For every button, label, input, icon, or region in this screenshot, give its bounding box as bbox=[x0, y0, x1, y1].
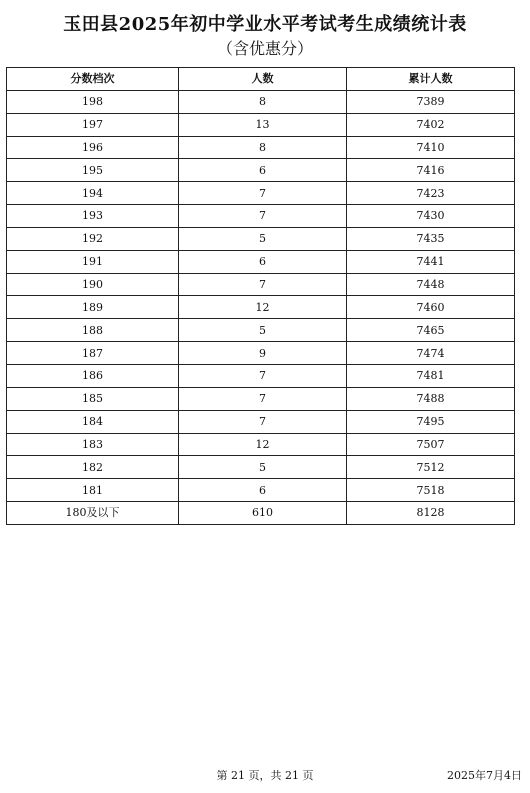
cell-cumulative-count: 7435 bbox=[347, 227, 515, 250]
cell-score-level: 186 bbox=[7, 364, 179, 387]
cell-count: 5 bbox=[179, 456, 347, 479]
cell-score-level: 180及以下 bbox=[7, 502, 179, 525]
cell-cumulative-count: 7460 bbox=[347, 296, 515, 319]
cell-count: 13 bbox=[179, 113, 347, 136]
cell-count: 7 bbox=[179, 387, 347, 410]
cell-count: 7 bbox=[179, 273, 347, 296]
table-row bbox=[7, 342, 515, 365]
table-row bbox=[7, 159, 515, 182]
cell-count: 5 bbox=[179, 319, 347, 342]
header-count: 人数 bbox=[179, 68, 347, 91]
document-subtitle: （含优惠分） bbox=[216, 39, 313, 58]
cell-score-level: 193 bbox=[7, 205, 179, 228]
cell-score-level: 196 bbox=[7, 136, 179, 159]
cell-cumulative-count: 7441 bbox=[347, 250, 515, 273]
table-row bbox=[7, 205, 515, 228]
table-row bbox=[7, 113, 515, 136]
cell-score-level: 184 bbox=[7, 410, 179, 433]
cell-score-level: 183 bbox=[7, 433, 179, 456]
table-row bbox=[7, 479, 515, 502]
table-row bbox=[7, 273, 515, 296]
cell-count: 12 bbox=[179, 433, 347, 456]
table-row bbox=[7, 387, 515, 410]
cell-count: 7 bbox=[179, 410, 347, 433]
footer-page-info: 第 21 页，共 21 页 bbox=[216, 769, 314, 782]
cell-count: 6 bbox=[179, 250, 347, 273]
cell-cumulative-count: 8128 bbox=[347, 502, 515, 525]
footer-date: 2025年7月4日 bbox=[447, 769, 522, 782]
table-row bbox=[7, 410, 515, 433]
cell-cumulative-count: 7416 bbox=[347, 159, 515, 182]
cell-score-level: 185 bbox=[7, 387, 179, 410]
cell-score-level: 181 bbox=[7, 479, 179, 502]
cell-count: 12 bbox=[179, 296, 347, 319]
table-row bbox=[7, 364, 515, 387]
cell-cumulative-count: 7474 bbox=[347, 342, 515, 365]
cell-score-level: 198 bbox=[7, 90, 179, 113]
cell-count: 7 bbox=[179, 205, 347, 228]
cell-cumulative-count: 7465 bbox=[347, 319, 515, 342]
cell-count: 8 bbox=[179, 90, 347, 113]
table-row bbox=[7, 433, 515, 456]
cell-cumulative-count: 7481 bbox=[347, 364, 515, 387]
cell-score-level: 187 bbox=[7, 342, 179, 365]
cell-cumulative-count: 7448 bbox=[347, 273, 515, 296]
cell-count: 7 bbox=[179, 182, 347, 205]
cell-cumulative-count: 7512 bbox=[347, 456, 515, 479]
table-header-row bbox=[7, 68, 515, 91]
cell-score-level: 192 bbox=[7, 227, 179, 250]
cell-cumulative-count: 7402 bbox=[347, 113, 515, 136]
cell-cumulative-count: 7389 bbox=[347, 90, 515, 113]
table-row bbox=[7, 250, 515, 273]
cell-score-level: 188 bbox=[7, 319, 179, 342]
cell-score-level: 190 bbox=[7, 273, 179, 296]
cell-score-level: 194 bbox=[7, 182, 179, 205]
cell-score-level: 195 bbox=[7, 159, 179, 182]
table-row bbox=[7, 136, 515, 159]
cell-cumulative-count: 7410 bbox=[347, 136, 515, 159]
header-cumulative-count: 累计人数 bbox=[347, 68, 515, 91]
cell-cumulative-count: 7430 bbox=[347, 205, 515, 228]
table-row bbox=[7, 502, 515, 525]
table-row bbox=[7, 90, 515, 113]
cell-score-level: 189 bbox=[7, 296, 179, 319]
score-statistics-table bbox=[6, 67, 515, 525]
table-row bbox=[7, 319, 515, 342]
cell-score-level: 191 bbox=[7, 250, 179, 273]
cell-score-level: 197 bbox=[7, 113, 179, 136]
cell-cumulative-count: 7507 bbox=[347, 433, 515, 456]
cell-count: 8 bbox=[179, 136, 347, 159]
cell-count: 9 bbox=[179, 342, 347, 365]
cell-count: 610 bbox=[179, 502, 347, 525]
cell-cumulative-count: 7423 bbox=[347, 182, 515, 205]
header-score-level: 分数档次 bbox=[7, 68, 179, 91]
cell-count: 6 bbox=[179, 159, 347, 182]
cell-count: 6 bbox=[179, 479, 347, 502]
cell-count: 7 bbox=[179, 364, 347, 387]
table-row bbox=[7, 182, 515, 205]
cell-count: 5 bbox=[179, 227, 347, 250]
cell-cumulative-count: 7495 bbox=[347, 410, 515, 433]
document-title: 玉田县2025年初中学业水平考试考生成绩统计表 bbox=[63, 14, 467, 35]
cell-cumulative-count: 7488 bbox=[347, 387, 515, 410]
table-row bbox=[7, 227, 515, 250]
table-row bbox=[7, 456, 515, 479]
cell-cumulative-count: 7518 bbox=[347, 479, 515, 502]
table-row bbox=[7, 296, 515, 319]
cell-score-level: 182 bbox=[7, 456, 179, 479]
